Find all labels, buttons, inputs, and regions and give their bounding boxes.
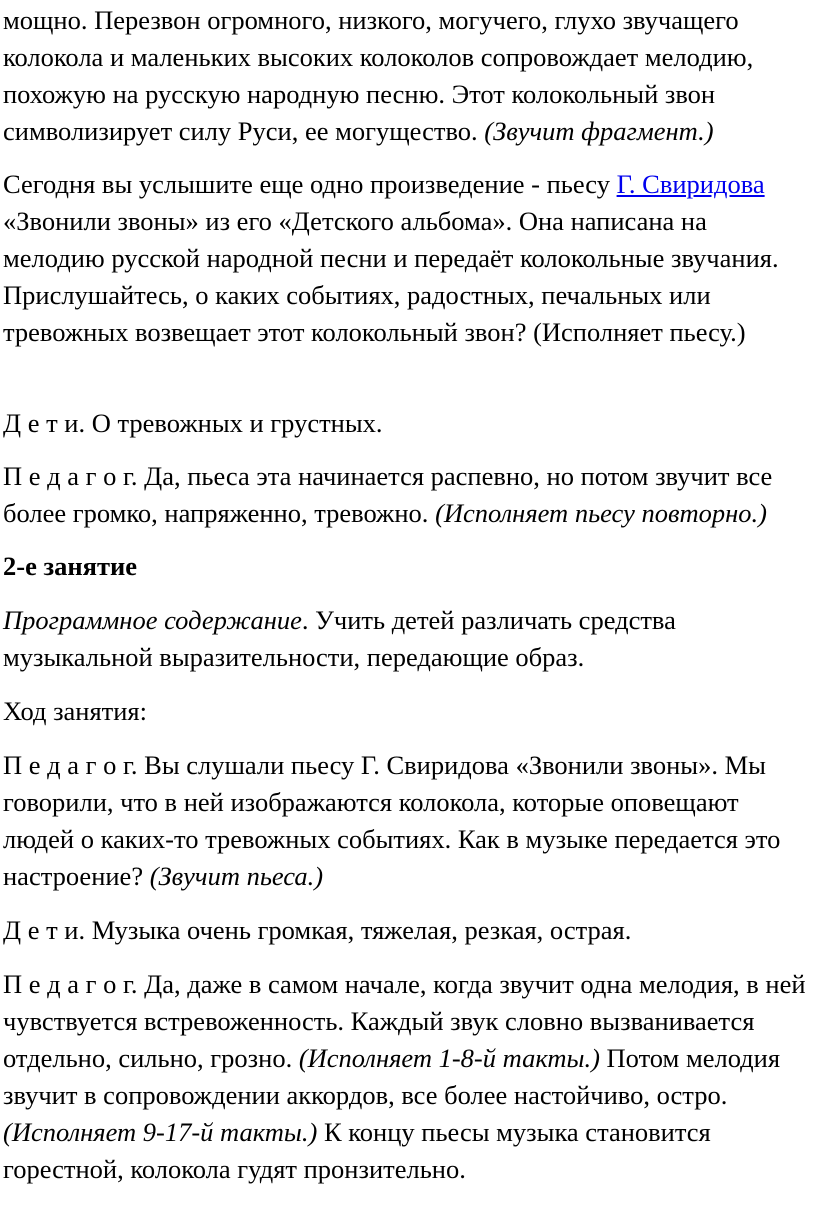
program-label: Программное содержание (3, 605, 302, 635)
paragraph-text: К концу пьесы музыка становится горестной, колокола гудят пронзительно. (3, 1117, 711, 1184)
stage-direction: (Звучит фрагмент.) (484, 116, 714, 146)
paragraph-teacher-question (3, 747, 815, 895)
paragraph-text: . Музыка очень громкая, тяжелая, резкая, острая. (78, 915, 632, 945)
speaker-label: Д е т и (3, 408, 79, 438)
speaker-label: П е д а г о г (3, 969, 131, 999)
paragraph-text: . Вы слушали пьесу Г. Свиридова «Звонили звоны». Мы говорили, что в ней изображаются колокола, которые оповещают людей о каких-то тревожных событиях. Как в музыке передается это настроение? (3, 750, 781, 891)
paragraph-text: Потом мелодия звучит в сопровождении аккордов, все более настойчиво, остро. (3, 1043, 781, 1110)
speaker-label: Д е т и (3, 915, 79, 945)
paragraph-children-description (3, 912, 815, 949)
paragraph-text: . Да, даже в самом начале, когда звучит одна мелодия, в ней чувствуется встревоженность. Каждый звук словно вызванивается отдельно, сильно, грозно. (3, 969, 806, 1073)
paragraph-teacher-analysis (3, 966, 815, 1188)
speaker-label: П е д а г о г (3, 461, 131, 491)
paragraph-text: Сегодня вы услышите еще одно произведение - пьесу (3, 169, 617, 199)
stage-direction: (Исполняет пьесу повторно.) (435, 498, 767, 528)
stage-direction: (Звучит пьеса.) (149, 861, 324, 891)
sviridov-link[interactable]: Г. Свиридова (616, 169, 765, 199)
stage-direction: (Исполняет 1-8-й такты.) (298, 1043, 600, 1073)
paragraph-program-content (3, 602, 815, 676)
paragraph-text: «Звонили звоны» из его «Детского альбома». Она написана на мелодию русской народной песни и передаёт колокольные звучания. Прислушайтесь, о каких событиях, радостных, печальных или тревожных возвещает этот колокольный звон? (Исполняет пьесу.) (3, 206, 779, 347)
paragraph-text: . Да, пьеса эта начинается распевно, но потом звучит все более громко, напряженно, тревожно. (3, 461, 773, 528)
paragraph-sviridov-intro (3, 166, 815, 351)
paragraph-teacher-reply (3, 458, 815, 532)
paragraph-text: . Учить детей различать средства музыкальной выразительности, передающие образ. (3, 605, 676, 672)
section-heading: 2-е занятие (3, 551, 138, 581)
paragraph-children-answer (3, 405, 815, 442)
paragraph-text: . О тревожных и грустных. (78, 408, 383, 438)
paragraph-bells-description (3, 2, 815, 150)
paragraph-text: мощно. Перезвон огромного, низкого, могучего, глухо звучащего колокола и маленьких высоких колоколов сопровождает мелодию, похожую на русскую народную песню. Этот колокольный звон символизирует силу Руси, ее могущество. (3, 5, 754, 146)
paragraph-lesson-progress: Ход занятия: (3, 696, 147, 726)
stage-direction: (Исполняет 9-17-й такты.) (3, 1117, 318, 1147)
speaker-label: П е д а г о г (3, 750, 131, 780)
